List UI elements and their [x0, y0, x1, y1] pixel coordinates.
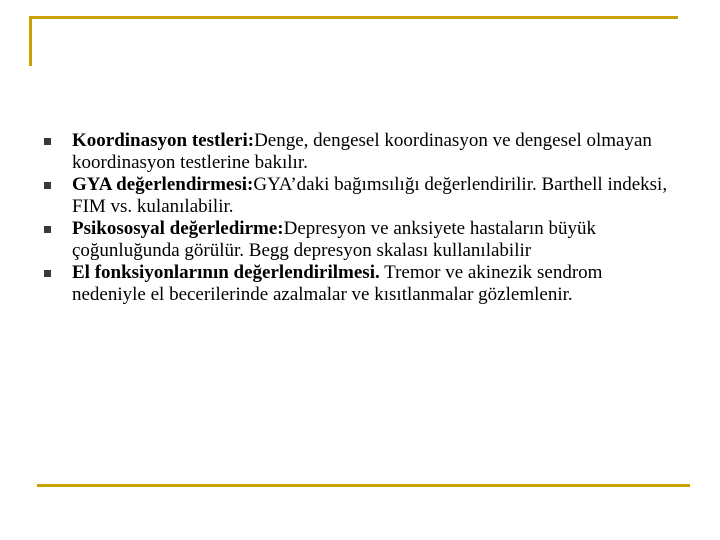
- square-bullet-icon: [44, 226, 51, 233]
- item-text: GYA’daki bağımsılığı değerlendirilir. Barthell indeksi, FIM vs. kulanılabilir.: [72, 174, 668, 217]
- item-text: Depresyon ve anksiyete hastaların büyük çoğunluğunda görülür. Begg depresyon skalası kullanılabilir: [72, 218, 596, 261]
- item-title: El fonksiyonlarının değerlendirilmesi.: [72, 262, 380, 283]
- item-title: Koordinasyon testleri:: [72, 130, 255, 151]
- list-item-koordinasyon: [40, 130, 680, 174]
- item-text: Tremor ve akinezik sendrom nedeniyle el becerilerinde azalmalar ve kısıtlanmalar gözlemlenir.: [72, 262, 603, 305]
- item-text: Denge, dengesel koordinasyon ve dengesel olmayan koordinasyon testlerine bakılır.: [72, 130, 652, 173]
- frame-top-rule: [29, 16, 678, 19]
- list-item-psikososyal: [40, 218, 680, 262]
- square-bullet-icon: [44, 138, 51, 145]
- square-bullet-icon: [44, 270, 51, 277]
- square-bullet-icon: [44, 182, 51, 189]
- frame-bottom-rule: [37, 484, 690, 487]
- list-item-el-fonksiyonlari: [40, 262, 680, 306]
- frame-left-rule: [29, 16, 32, 66]
- bullet-list: [40, 130, 680, 306]
- item-title: GYA değerlendirmesi:: [72, 174, 254, 195]
- list-item-gya: [40, 174, 680, 218]
- item-title: Psikososyal değerledirme:: [72, 218, 284, 239]
